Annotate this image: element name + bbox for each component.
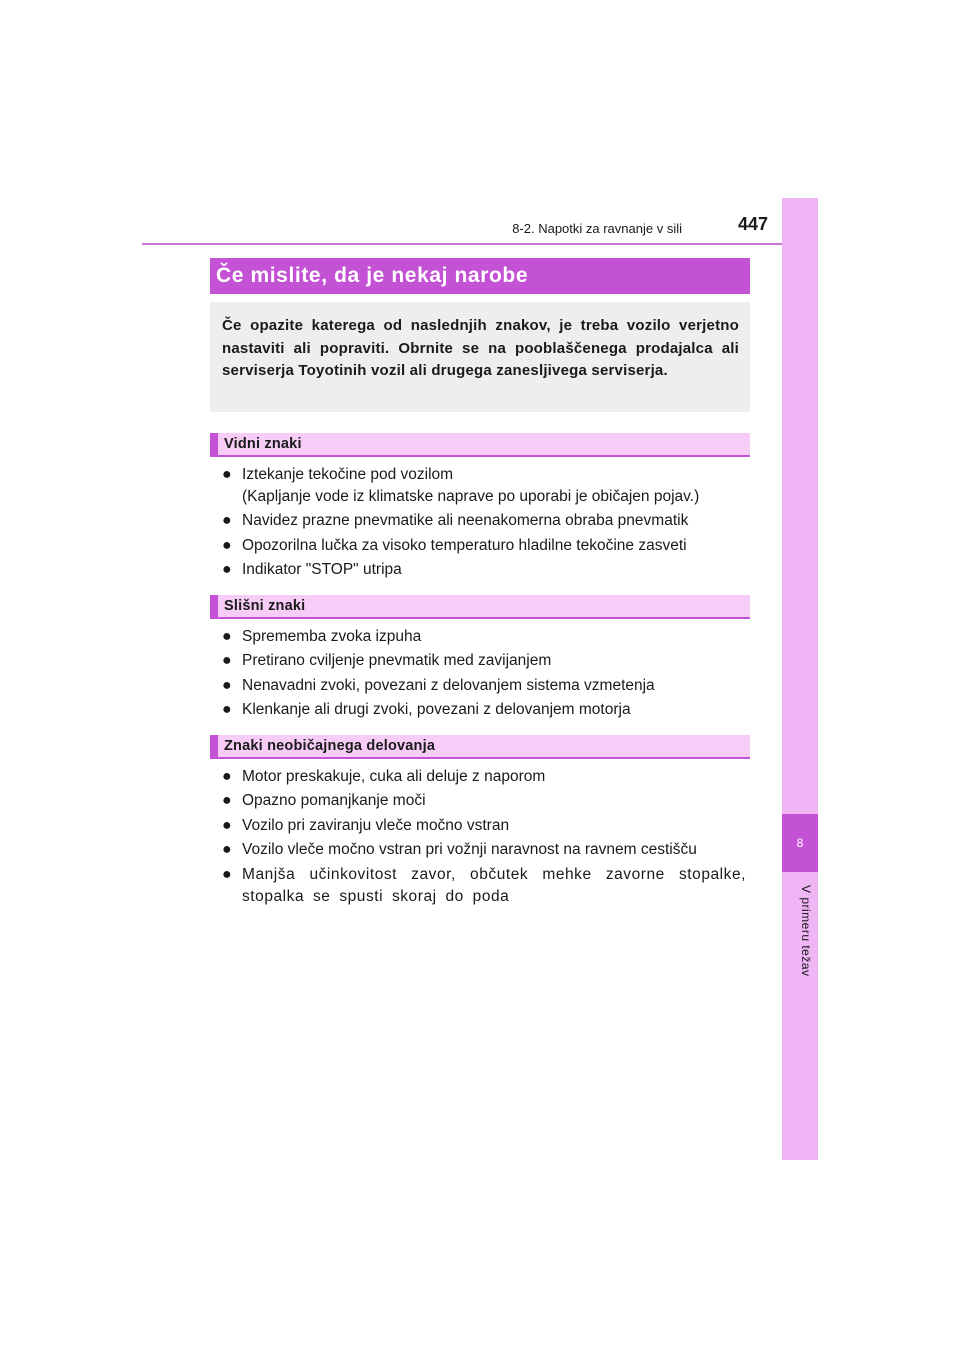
list-item xyxy=(222,815,746,837)
bullet-icon: ● xyxy=(222,512,232,530)
list-item xyxy=(222,766,746,788)
list-item-text: Navidez prazne pnevmatike ali neenakomerna obraba pnevmatik xyxy=(242,512,689,530)
bullet-icon: ● xyxy=(222,792,232,810)
section-heading-audible-signs xyxy=(210,595,750,619)
bullet-list-audible-signs xyxy=(222,626,746,724)
list-item xyxy=(222,510,746,532)
list-item-text: Vozilo vleče močno vstran pri vožnji naravnost na ravnem cestišču xyxy=(242,841,697,859)
bullet-list-visual-signs xyxy=(222,464,746,584)
list-item-note: (Kapljanje vode iz klimatske naprave po uporabi je običajen pojav.) xyxy=(242,488,700,505)
bullet-icon: ● xyxy=(222,628,232,645)
bullet-icon: ● xyxy=(222,768,232,785)
list-item xyxy=(222,675,746,697)
chapter-label: V primeru težav xyxy=(799,885,813,977)
bullet-icon: ● xyxy=(222,676,232,694)
list-item xyxy=(222,864,746,908)
section-title: Slišni znaki xyxy=(224,598,306,614)
bullet-icon: ● xyxy=(222,466,232,483)
section-title: Vidni znaki xyxy=(224,436,302,452)
list-item-text: Klenkanje ali drugi zvoki, povezani z delovanjem motorja xyxy=(242,701,631,719)
page-title: Če mislite, da je nekaj narobe xyxy=(216,264,529,287)
bullet-icon: ● xyxy=(222,841,232,859)
page-number: 447 xyxy=(738,214,769,234)
bullet-icon: ● xyxy=(222,536,232,554)
list-item xyxy=(222,464,746,508)
list-item-text: Pretirano cviljenje pnevmatik med zavijanjem xyxy=(242,652,552,670)
header-section-title: 8-2. Napotki za ravnanje v sili xyxy=(512,221,682,236)
list-item-text: Opazno pomanjkanje moči xyxy=(242,792,426,810)
list-item-text: Opozorilna lučka za visoko temperaturo hladilne tekočine zasveti xyxy=(242,536,687,554)
section-heading-abnormal-operation xyxy=(210,735,750,759)
chapter-side-tab xyxy=(782,198,818,1160)
bullet-icon: ● xyxy=(222,561,232,579)
list-item xyxy=(222,790,746,812)
list-item-text: Vozilo pri zaviranju vleče močno vstran xyxy=(242,816,510,834)
bullet-icon: ● xyxy=(222,865,232,883)
bullet-icon: ● xyxy=(222,816,232,834)
list-item xyxy=(222,650,746,672)
list-item xyxy=(222,839,746,861)
bullet-icon: ● xyxy=(222,652,232,670)
list-item-text: Sprememba zvoka izpuha xyxy=(242,628,422,645)
chapter-number: 8 xyxy=(782,814,818,872)
intro-box xyxy=(210,302,750,412)
list-item-text: Indikator "STOP" utripa xyxy=(242,561,402,579)
list-item-text: Nenavadni zvoki, povezani z delovanjem sistema vzmetenja xyxy=(242,676,655,694)
list-item xyxy=(222,699,746,721)
list-item xyxy=(222,559,746,581)
list-item-text: Manjša učinkovitost zavor, občutek mehke zavorne stopalke, stopalka se spusti skoraj do poda xyxy=(242,865,746,905)
list-item-text: Motor preskakuje, cuka ali deluje z naporom xyxy=(242,768,546,785)
section-title: Znaki neobičajnega delovanja xyxy=(224,738,436,754)
list-item xyxy=(222,626,746,648)
list-item-text: Iztekanje tekočine pod vozilom xyxy=(242,466,454,483)
bullet-list-abnormal-operation xyxy=(222,766,746,910)
bullet-icon: ● xyxy=(222,701,232,719)
intro-text: Če opazite katerega od naslednjih znakov, je treba vozilo verjetno nastaviti ali popraviti. Obrnite se na pooblaščenega prodajalca ali serviserja Toyotinih vozil ali drugega zanesljivega serviserja. xyxy=(222,317,739,379)
list-item xyxy=(222,535,746,557)
section-heading-visual-signs xyxy=(210,433,750,457)
header-divider xyxy=(142,243,818,245)
page-title-bar xyxy=(210,258,750,294)
